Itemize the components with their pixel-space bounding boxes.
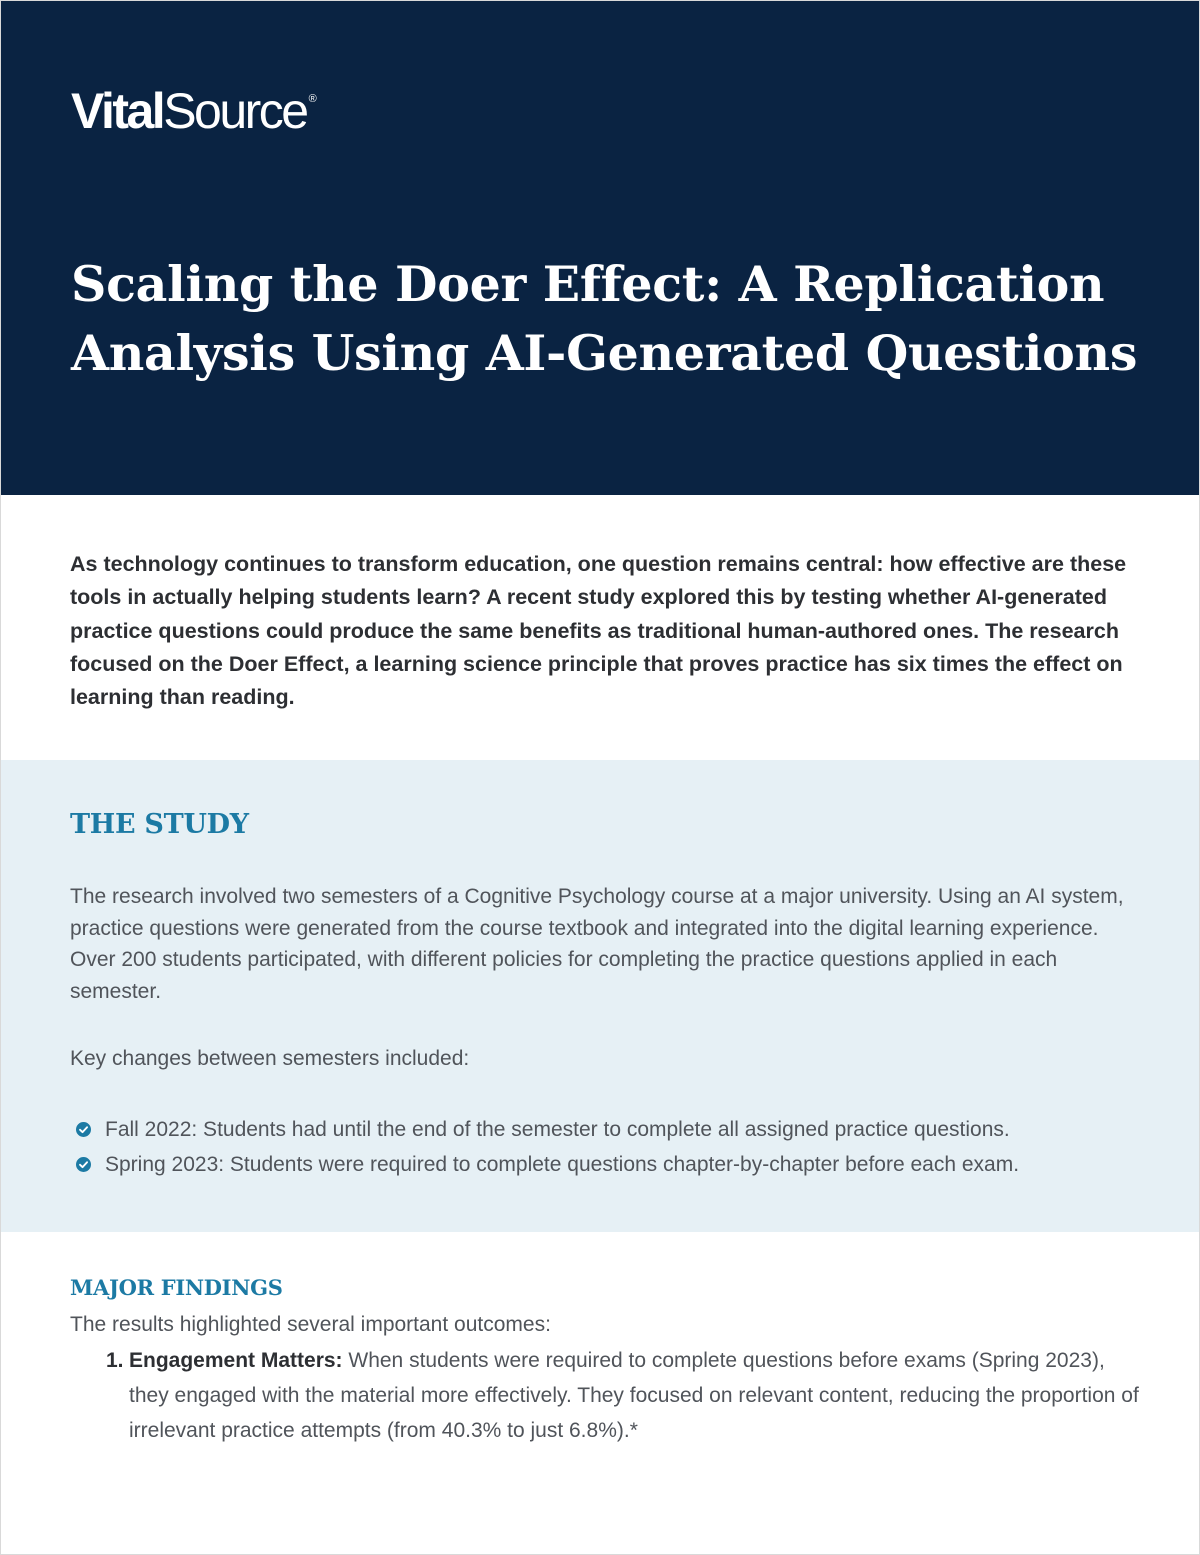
intro-paragraph [70,548,1130,714]
findings-list [106,1343,1146,1448]
list-item [76,1112,1019,1147]
intro-text-after: , a learning science principle that proves practice has six times the effect on learning than reading. [70,651,1123,710]
study-paragraph: The research involved two semesters of a Cognitive Psychology course at a major university. Using an AI system, practice questions were generated from the course textbook and integrated into the digital learning experience. Over 200 students participated, with different policies for completing the practice questions applied in each semester. [70,885,1124,1003]
findings-intro: The results highlighted several important outcomes: [70,1313,551,1336]
header-banner [0,0,1200,495]
finding-title: Engagement Matters: [129,1349,343,1372]
check-circle-icon [76,1157,91,1172]
logo-registered-mark: ® [308,93,317,105]
finding-body: When students were required to complete questions before exams (Spring 2023), they engaged with the material more effectively. They focused on relevant content, reducing the proportion of irrelevant practice attempts (from 40.3% to just 6.8%).* [129,1349,1139,1442]
check-circle-icon [76,1122,91,1137]
bullet-text: Fall 2022: Students had until the end of the semester to complete all assigned practice questions. [105,1117,1010,1141]
list-item [76,1147,1019,1182]
study-heading: THE STUDY [70,809,249,840]
intro-emphasis: Doer Effect [228,651,344,676]
semester-changes-list [76,1112,1019,1182]
findings-heading: MAJOR FINDINGS [70,1275,283,1300]
finding-text [129,1343,1146,1448]
bullet-text: Spring 2023: Students were required to complete questions chapter-by-chapter before each exam. [105,1152,1020,1176]
list-item [106,1343,1146,1448]
key-changes-label: Key changes between semesters included: [70,1047,470,1070]
logo-part-vital: Vital [71,83,164,139]
page-title: Scaling the Doer Effect: A Replication Analysis Using AI-Generated Questions [71,255,1138,382]
logo-part-source: Source [163,83,307,139]
finding-number: 1. [106,1349,124,1372]
intro-text-before: As technology continues to transform education, one question remains central: how effective are these tools in actually helping students learn? A recent study explored this by testing whether AI-generated practice questions could produce the same benefits as traditional human-authored ones. The research focused on the [70,552,1127,676]
vitalsource-logo [71,83,317,139]
